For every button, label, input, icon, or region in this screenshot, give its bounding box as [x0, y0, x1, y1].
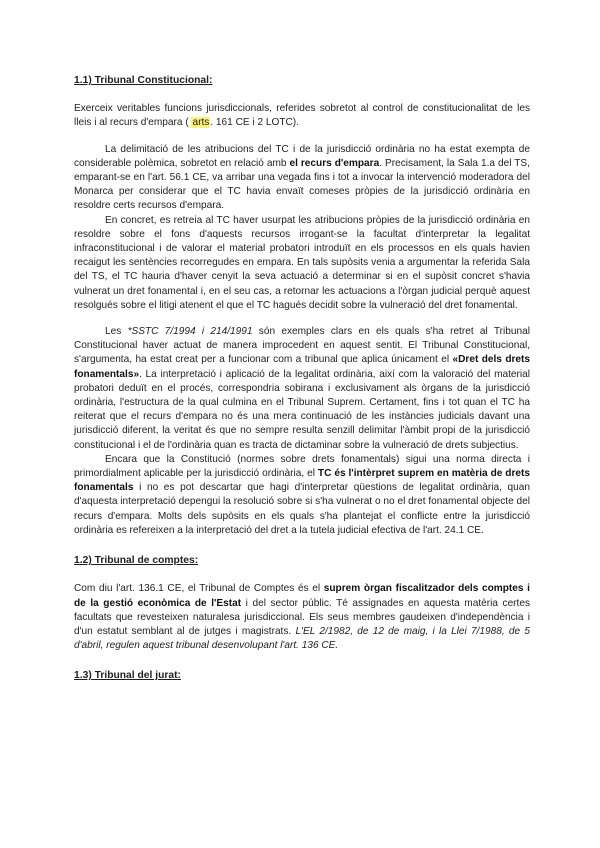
- text: Les: [105, 326, 128, 338]
- text: . 161 CE i 2 LOTC).: [210, 117, 299, 129]
- text: i del sector públic. Té assignades en aquesta matèria certes facultats que revesteixen naturalesa jurisdiccional. Els seus membres gaudeixen d'independència i d'un estatut semblant al de jutges i magistrats.: [74, 597, 531, 637]
- text: . Precisament, la Sala 1.a del TS, emparant-se en l'art. 56.1 CE, va arribar una vegada fins i tot a invocar la intervenció moderadora del Monarca per considerar que el TC havia envaït comeses pròpies de la jurisdicció ordinària en resoldre certs recursos d'empara.: [74, 157, 530, 212]
- paragraph-tc-delimitacio: [74, 143, 530, 214]
- text: . La interpretació i aplicació de la legalitat ordinària, així com la valoració del material probatori deduït en el procés, correspondria sobirana i exclusivament als òrgans de la jurisdicció ordinària, l'estructura de la qual culmina en el Tribunal Suprem. Certament, fins i tot quan el TC ha reiterat que el recurs d'empara no és una mera continuació de les instàncies judicials davant una jurisdicció diferent, la veritat és que no sempre resulta senzill delimitar l'àmbit propi de la jurisdicció constitucional i el de l'ordinària quan es tracta de dictaminar sobre la vulneració de drets subjectius.: [74, 368, 530, 451]
- text: i no es pot descartar que hagi d'interpretar qüestions de legalitat ordinària, quan d'aquesta interpretació depengui la resolució sobre si s'ha vulnerat o no el dret fonamental objecte del recurs d'empara. Molts dels supòsits en els quals s'ha plantejat el conflicte entre la jurisdicció ordinària es refereixen a la interpretació del dret a la tutela judicial efectiva de l'art. 24.1 CE.: [74, 482, 530, 536]
- paragraph-tribunal-comptes: [74, 582, 530, 653]
- highlighted-text: arts: [192, 117, 210, 129]
- text: Com diu l'art. 136.1 CE, el Tribunal de Comptes és el: [74, 583, 324, 595]
- section-heading-tribunal-comptes: 1.2) Tribunal de comptes:: [74, 555, 199, 567]
- italic-citation: *SSTC 7/1994 i 214/1991: [127, 326, 253, 338]
- italic-text: L'EL 2/1982, de 12 de maig, i la Llei 7/1988, de 5 d'abril, regulen aquest tribunal desenvolupant l'art. 136 CE.: [74, 625, 530, 652]
- paragraph-tc-sstc: [74, 325, 530, 453]
- paragraph-tc-en-concret: En concret, es retreia al TC haver usurpat les atribucions pròpies de la jurisdicció ordinària en resoldre sobre el fons d'aquests recursos irrogant-se la facultat d'interpretar la legalitat infraconstitucional i de valorar el material probatori introduït en els processos en els quals havien recaigut les sentències recorregudes en empara. En tals supòsits venia a argumentar la referida Sala del TS, el TC hauria d'haver cenyit la seva actuació a determinar si en el supòsit concret s'havia vulnerat un dret fonamental i, en el seu cas, a retornar les actuacions a l'òrgan judicial perquè aquest resolgués sobre el litigi atenent el que el TC hagués decidit sobre la vulneració del dret fonamental.: [74, 214, 530, 311]
- paragraph-tc-encara: [74, 453, 530, 538]
- bold-text: el recurs d'empara: [289, 157, 380, 169]
- text: La delimitació de les atribucions del TC i de la jurisdicció ordinària no ha estat exempta de considerable polèmica, sobretot en relació amb: [74, 143, 530, 169]
- section-heading-tribunal-constitucional: 1.1) Tribunal Constitucional:: [74, 75, 213, 86]
- text: Encara que la Constitució (normes sobre drets fonamentals) sigui una norma directa i primordialment aplicable per la jurisdicció ordinària, el: [74, 453, 530, 480]
- text: Exerceix veritables funcions jurisdiccionals, referides sobretot al control de constitucionalitat de les lleis i al recurs d'empara (: [74, 103, 530, 129]
- bold-text: TC és l'intèrpret suprem en matèria de drets fonamentals: [74, 468, 530, 494]
- document-page: [74, 60, 530, 684]
- paragraph-tc-intro: [74, 102, 530, 130]
- bold-text: «Dret dels drets fonamentals»: [74, 354, 531, 380]
- section-heading-tribunal-jurat: 1.3) Tribunal del jurat:: [74, 670, 181, 682]
- bold-text: suprem òrgan fiscalitzador dels comptes i de la gestió econòmica de l'Estat: [74, 583, 530, 609]
- text: són exemples clars en els quals s'ha retret al Tribunal Constitucional haver actuat de manera improcedent en aquest sentit. El Tribunal Constitucional, s'argumenta, ha estat creat per a funcionar com a tribunal que aplica únicament el: [74, 326, 530, 366]
